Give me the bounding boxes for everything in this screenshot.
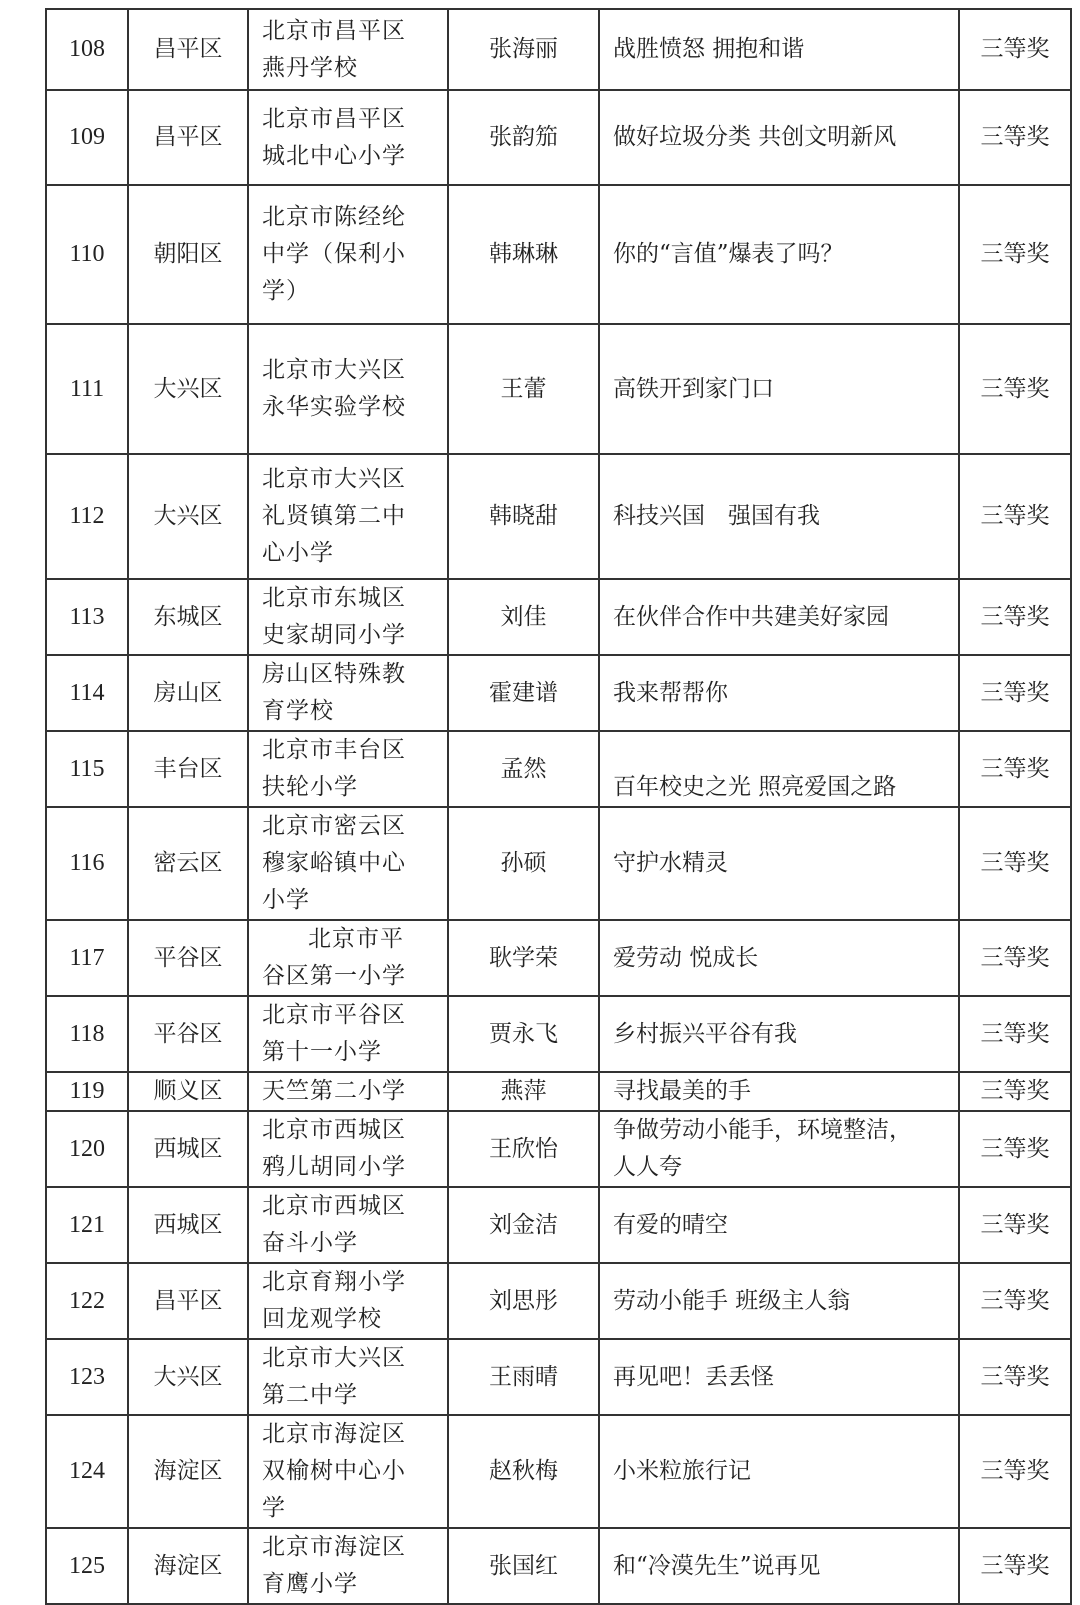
cell-award-level: 三等奖	[959, 807, 1071, 920]
school-line: 北京育翔小学	[262, 1269, 406, 1295]
cell-teacher-name: 王蕾	[448, 324, 599, 454]
cell-number	[46, 731, 128, 807]
cell-award-level: 三等奖	[959, 579, 1071, 655]
cell-district: 大兴区	[128, 454, 248, 579]
cell-school	[248, 731, 448, 807]
cell-award-level: 三等奖	[959, 920, 1071, 996]
row-number: 108	[69, 36, 105, 62]
cell-number	[46, 1111, 128, 1187]
school-line: 天竺第二小学	[262, 1078, 406, 1104]
cell-teacher-name: 刘金洁	[448, 1187, 599, 1263]
school-line: 鸦儿胡同小学	[262, 1154, 406, 1180]
school-line	[262, 921, 441, 958]
cell-teacher-name: 霍建谱	[448, 655, 599, 731]
cell-number	[46, 655, 128, 731]
school-line: 北京市密云区	[262, 813, 406, 839]
cell-work-title: 劳动小能手 班级主人翁	[599, 1263, 959, 1339]
cell-teacher-name: 王欣怡	[448, 1111, 599, 1187]
cell-number	[46, 996, 128, 1072]
row-number: 118	[69, 1020, 105, 1047]
cell-number	[46, 185, 128, 324]
cell-teacher-name: 王雨晴	[448, 1339, 599, 1415]
row-number: 124	[69, 1458, 105, 1484]
cell-teacher-name: 张海丽	[448, 9, 599, 90]
table-row	[46, 920, 1071, 996]
cell-district: 大兴区	[128, 1339, 248, 1415]
table-row	[46, 996, 1071, 1072]
school-line: 北京市海淀区	[262, 1421, 406, 1447]
cell-district: 西城区	[128, 1111, 248, 1187]
school-line: 心小学	[262, 540, 334, 566]
school-line: 北京市昌平区	[262, 105, 406, 132]
cell-number	[46, 1528, 128, 1604]
table-row	[46, 1263, 1071, 1339]
school-line: 北京市平谷区	[262, 1002, 406, 1028]
cell-award-level: 三等奖	[959, 90, 1071, 185]
table-row	[46, 1339, 1071, 1415]
school-line: 北京市大兴区	[262, 1345, 406, 1371]
school-line: 史家胡同小学	[262, 622, 406, 648]
cell-school	[248, 1415, 448, 1528]
school-line: 永华实验学校	[262, 394, 406, 420]
cell-number	[46, 807, 128, 920]
cell-number	[46, 454, 128, 579]
table-row	[46, 655, 1071, 731]
table-row	[46, 731, 1071, 807]
cell-school	[248, 454, 448, 579]
table-row	[46, 807, 1071, 920]
table-row	[46, 324, 1071, 454]
cell-district: 顺义区	[128, 1072, 248, 1111]
school-line: 北京市海淀区	[262, 1534, 406, 1560]
cell-work-title: 有爱的晴空	[599, 1187, 959, 1263]
cell-district: 昌平区	[128, 9, 248, 90]
cell-number	[46, 90, 128, 185]
table-row	[46, 9, 1071, 90]
row-number: 122	[69, 1287, 105, 1314]
cell-number	[46, 579, 128, 655]
cell-school	[248, 1072, 448, 1111]
cell-school	[248, 324, 448, 454]
award-list-table	[45, 8, 1072, 1605]
cell-teacher-name: 孟然	[448, 731, 599, 807]
cell-award-level: 三等奖	[959, 1528, 1071, 1604]
row-number: 113	[69, 603, 105, 630]
cell-school	[248, 1111, 448, 1187]
cell-award-level: 三等奖	[959, 1339, 1071, 1415]
school-line: 北京市大兴区	[262, 357, 406, 383]
cell-work-title: 爱劳动 悦成长	[599, 920, 959, 996]
cell-teacher-name: 刘佳	[448, 579, 599, 655]
cell-teacher-name: 赵秋梅	[448, 1415, 599, 1528]
school-line: 中学（保利小	[262, 241, 406, 267]
school-line: 北京市陈经纶	[262, 204, 406, 230]
row-number: 116	[69, 850, 105, 876]
cell-award-level: 三等奖	[959, 9, 1071, 90]
cell-school	[248, 655, 448, 731]
cell-district: 海淀区	[128, 1415, 248, 1528]
row-number: 110	[69, 241, 105, 267]
cell-number	[46, 9, 128, 90]
school-line: 北京市东城区	[262, 585, 406, 611]
school-line: 北京市西城区	[262, 1117, 406, 1143]
cell-school	[248, 1528, 448, 1604]
cell-award-level: 三等奖	[959, 1263, 1071, 1339]
school-line: 北京市丰台区	[262, 737, 406, 763]
cell-work-title: 再见吧！丢丢怪	[599, 1339, 959, 1415]
table-row	[46, 1072, 1071, 1111]
cell-work-title: 在伙伴合作中共建美好家园	[599, 579, 959, 655]
cell-teacher-name: 耿学荣	[448, 920, 599, 996]
cell-school	[248, 90, 448, 185]
cell-work-title	[599, 1111, 959, 1187]
cell-school	[248, 579, 448, 655]
row-number: 119	[69, 1078, 105, 1104]
cell-school	[248, 1339, 448, 1415]
cell-work-title: 我来帮帮你	[599, 655, 959, 731]
cell-number	[46, 1263, 128, 1339]
table-row	[46, 579, 1071, 655]
cell-school	[248, 920, 448, 996]
cell-school	[248, 9, 448, 90]
cell-number	[46, 324, 128, 454]
cell-award-level: 三等奖	[959, 996, 1071, 1072]
cell-work-title: 百年校史之光 照亮爱国之路	[599, 731, 959, 807]
table-row	[46, 1528, 1071, 1604]
row-number: 109	[69, 124, 105, 150]
table-row	[46, 1111, 1071, 1187]
row-number: 112	[69, 503, 105, 529]
cell-district: 朝阳区	[128, 185, 248, 324]
cell-district: 昌平区	[128, 1263, 248, 1339]
table-row	[46, 454, 1071, 579]
cell-work-title: 科技兴国 强国有我	[599, 454, 959, 579]
school-line: 育学校	[262, 698, 334, 724]
cell-number	[46, 1187, 128, 1263]
cell-teacher-name: 韩琳琳	[448, 185, 599, 324]
cell-school	[248, 996, 448, 1072]
cell-work-title: 小米粒旅行记	[599, 1415, 959, 1528]
cell-teacher-name: 张国红	[448, 1528, 599, 1604]
table-row	[46, 1187, 1071, 1263]
cell-award-level: 三等奖	[959, 324, 1071, 454]
cell-work-title: 和“冷漠先生”说再见	[599, 1528, 959, 1604]
cell-award-level: 三等奖	[959, 655, 1071, 731]
cell-award-level: 三等奖	[959, 1072, 1071, 1111]
cell-district: 东城区	[128, 579, 248, 655]
award-table-body	[46, 9, 1071, 1604]
table-row	[46, 90, 1071, 185]
school-line: 谷区第一小学	[262, 963, 406, 989]
school-line: 北京市昌平区	[262, 17, 406, 44]
cell-teacher-name: 张韵笳	[448, 90, 599, 185]
cell-number	[46, 1415, 128, 1528]
school-line: 学）	[262, 278, 310, 304]
cell-district: 房山区	[128, 655, 248, 731]
school-line: 小学	[262, 887, 310, 913]
school-line: 育鹰小学	[262, 1571, 358, 1597]
cell-work-title: 做好垃圾分类 共创文明新风	[599, 90, 959, 185]
row-number: 123	[69, 1363, 105, 1390]
cell-district: 平谷区	[128, 920, 248, 996]
cell-award-level: 三等奖	[959, 1187, 1071, 1263]
school-line-text: 北京市平	[308, 926, 404, 952]
table-row	[46, 1415, 1071, 1528]
cell-award-level: 三等奖	[959, 1415, 1071, 1528]
school-line: 礼贤镇第二中	[262, 503, 406, 529]
row-number: 117	[69, 944, 105, 971]
row-number: 121	[69, 1211, 105, 1238]
cell-work-title: 高铁开到家门口	[599, 324, 959, 454]
cell-school	[248, 1263, 448, 1339]
school-line: 扶轮小学	[262, 774, 358, 800]
cell-teacher-name: 燕萍	[448, 1072, 599, 1111]
row-number: 114	[69, 679, 105, 706]
cell-district: 海淀区	[128, 1528, 248, 1604]
cell-district: 西城区	[128, 1187, 248, 1263]
school-line: 城北中心小学	[262, 142, 406, 169]
cell-district: 密云区	[128, 807, 248, 920]
cell-teacher-name: 刘思彤	[448, 1263, 599, 1339]
row-number: 120	[69, 1135, 105, 1162]
cell-number	[46, 920, 128, 996]
cell-work-title: 战胜愤怒 拥抱和谐	[599, 9, 959, 90]
cell-award-level: 三等奖	[959, 454, 1071, 579]
school-line: 燕丹学校	[262, 54, 358, 81]
row-number: 111	[69, 375, 105, 402]
school-line: 奋斗小学	[262, 1230, 358, 1256]
school-line: 第十一小学	[262, 1039, 382, 1065]
cell-teacher-name: 贾永飞	[448, 996, 599, 1072]
cell-work-title: 你的“言值”爆表了吗？	[599, 185, 959, 324]
cell-number	[46, 1339, 128, 1415]
cell-work-title: 守护水精灵	[599, 807, 959, 920]
school-line: 北京市西城区	[262, 1193, 406, 1219]
cell-teacher-name: 韩晓甜	[448, 454, 599, 579]
school-line: 第二中学	[262, 1382, 358, 1408]
title-line: 人人夸	[613, 1154, 682, 1180]
table-row	[46, 185, 1071, 324]
cell-district: 平谷区	[128, 996, 248, 1072]
cell-work-title: 寻找最美的手	[599, 1072, 959, 1111]
cell-school	[248, 1187, 448, 1263]
school-line: 北京市大兴区	[262, 466, 406, 492]
cell-district: 大兴区	[128, 324, 248, 454]
row-number: 125	[69, 1552, 105, 1579]
school-line: 穆家峪镇中心	[262, 850, 406, 876]
cell-district: 昌平区	[128, 90, 248, 185]
cell-award-level: 三等奖	[959, 731, 1071, 807]
school-line: 双榆树中心小	[262, 1458, 406, 1484]
school-line: 回龙观学校	[262, 1306, 382, 1332]
cell-school	[248, 185, 448, 324]
cell-work-title: 乡村振兴平谷有我	[599, 996, 959, 1072]
cell-school	[248, 807, 448, 920]
cell-number	[46, 1072, 128, 1111]
school-line: 房山区特殊教	[262, 661, 406, 687]
school-line: 学	[262, 1495, 286, 1521]
cell-award-level: 三等奖	[959, 185, 1071, 324]
title-line: 争做劳动小能手，环境整洁，	[613, 1117, 912, 1143]
cell-award-level: 三等奖	[959, 1111, 1071, 1187]
cell-district: 丰台区	[128, 731, 248, 807]
row-number: 115	[69, 755, 105, 782]
cell-teacher-name: 孙硕	[448, 807, 599, 920]
